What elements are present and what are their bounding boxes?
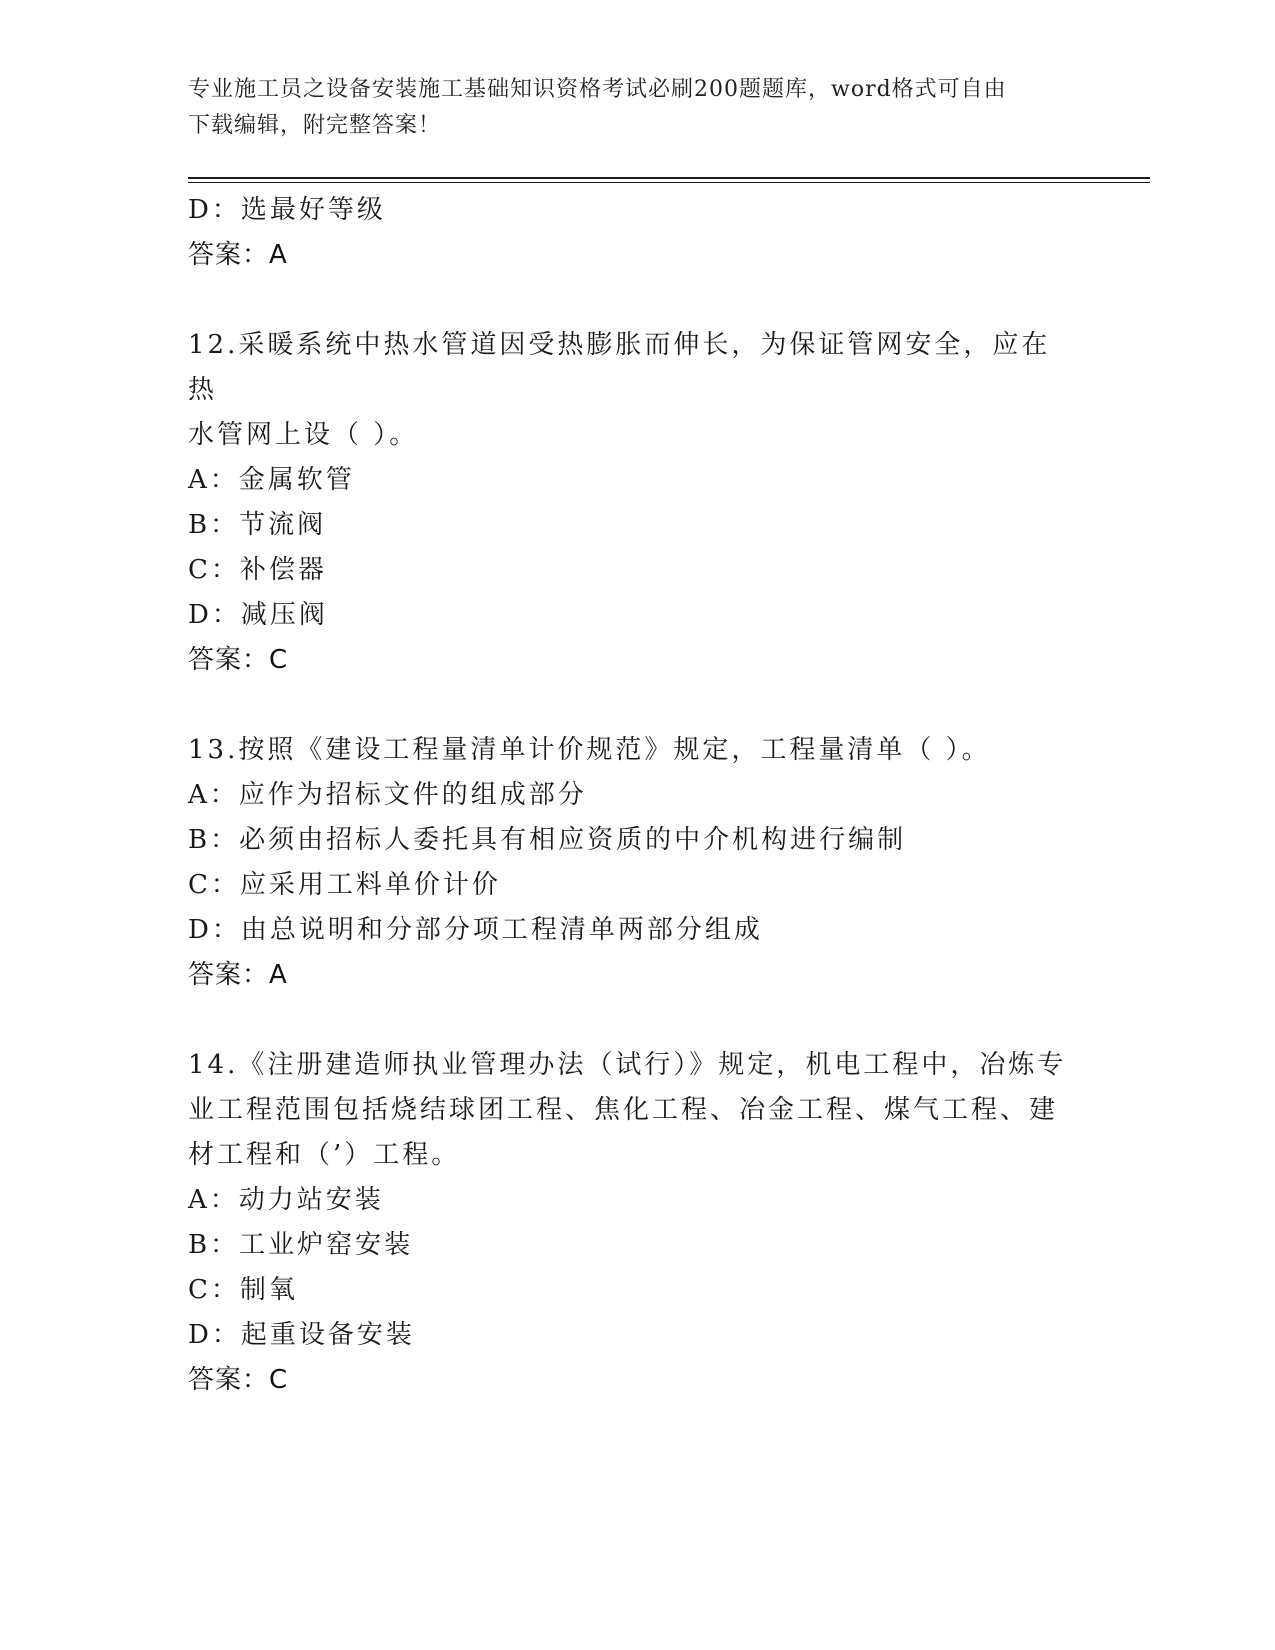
option-d: D：起重设备安装 [188,1320,415,1350]
header-rule-thick [188,177,1150,179]
option-b: B：节流阀 [188,510,327,540]
question-stem-line: 材工程和（’）工程。 [188,1140,461,1170]
option-a: A：应作为招标文件的组成部分 [188,780,587,810]
answer-line: 答案：A [188,240,288,270]
option-c: C：应采用工料单价计价 [188,870,501,900]
option-c: C：制氧 [188,1275,298,1305]
question-14 [188,1043,1088,1403]
document-body [188,188,1088,1403]
question-12 [188,323,1088,683]
option-a: A：动力站安装 [188,1185,384,1215]
header-title-line-2: 下载编辑，附完整答案！ [188,113,442,138]
option-b: B：必须由招标人委托具有相应资质的中介机构进行编制 [188,825,907,855]
question-stem-line: 14.《注册建造师执业管理办法（试行）》规定，机电工程中，冶炼专 [188,1050,1067,1080]
header-title-line-1: 专业施工员之设备安装施工基础知识资格考试必刷200题题库，word格式可自由 [188,77,1007,102]
answer-line: 答案：C [188,645,289,675]
question-13 [188,728,1088,998]
option-a: A：金属软管 [188,465,355,495]
option-d: D：选最好等级 [188,195,386,225]
previous-question-tail [188,188,1088,278]
answer-line: 答案：A [188,960,288,990]
answer-line: 答案：C [188,1365,289,1395]
header-rule-thin [188,182,1150,183]
question-stem-line: 水管网上设（ ）。 [188,420,419,450]
question-stem-line: 12.采暖系统中热水管道因受热膨胀而伸长，为保证管网安全，应在热 [188,330,1051,405]
question-stem-line: 业工程范围包括烧结球团工程、焦化工程、冶金工程、煤气工程、建 [188,1095,1059,1125]
option-c: C：补偿器 [188,555,327,585]
option-d: D：由总说明和分部分项工程清单两部分组成 [188,915,763,945]
option-d: D：减压阀 [188,600,328,630]
question-stem-line: 13.按照《建设工程量清单计价规范》规定，工程量清单（ ）。 [188,735,991,765]
option-b: B：工业炉窑安装 [188,1230,414,1260]
document-header [188,72,1068,144]
